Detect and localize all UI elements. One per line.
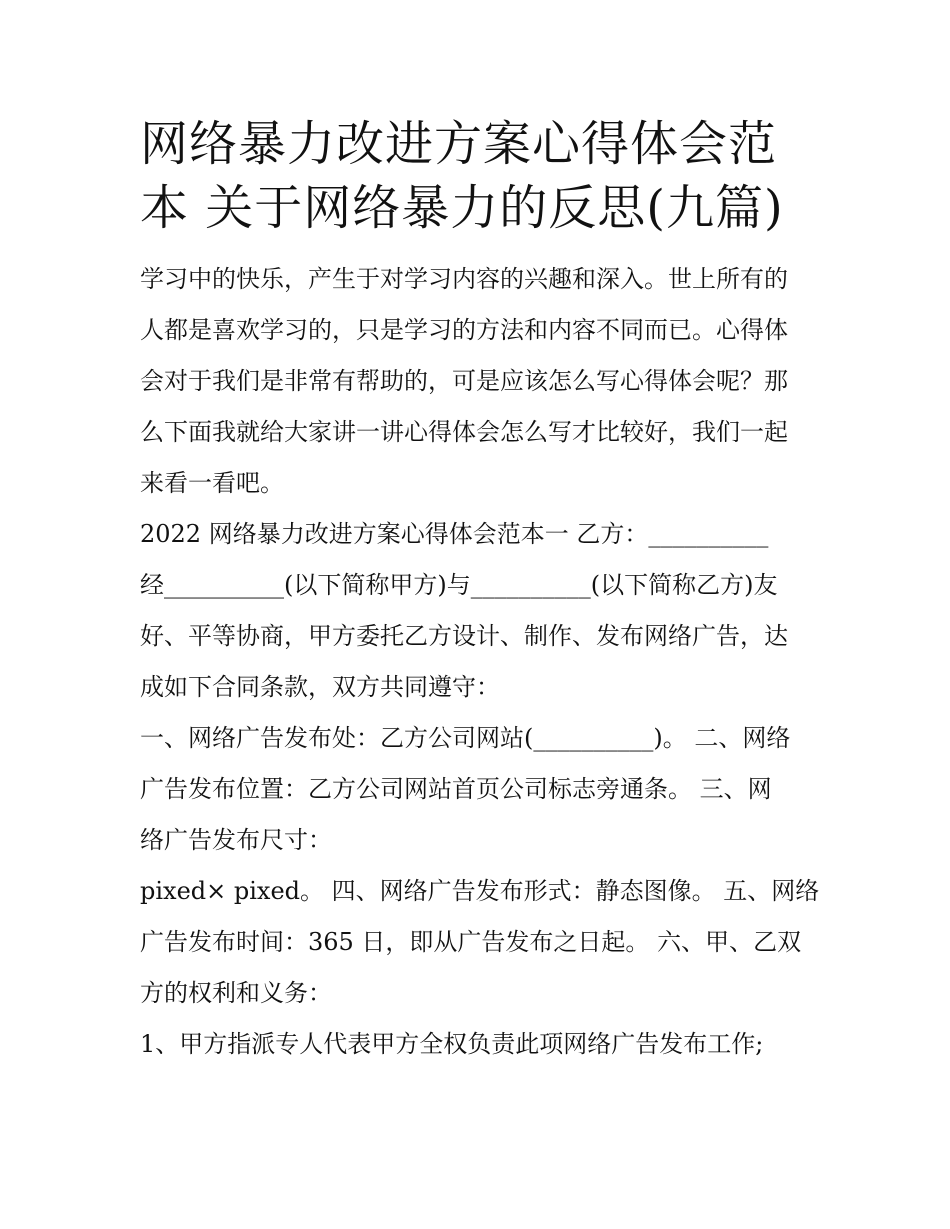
paragraph-clause-item-1 — [140, 1019, 820, 1070]
document-page — [140, 112, 820, 1070]
paragraph-contract-intro — [140, 509, 820, 713]
paragraph-line: 广告发布时间：365 日，即从广告发布之日起。 六、甲、乙双 — [140, 928, 802, 956]
paragraph-line: 络广告发布尺寸： — [140, 826, 332, 854]
paragraph-line: 学习中的快乐，产生于对学习内容的兴趣和深入。世上所有的 — [140, 265, 788, 293]
paragraph-line: 人都是喜欢学习的，只是学习的方法和内容不同而已。心得体 — [140, 316, 788, 344]
paragraph-clauses-2 — [140, 866, 820, 1019]
paragraph-line: 来看一看吧。 — [140, 469, 284, 497]
title-line-1: 网络暴力改进方案心得体会范 — [140, 116, 778, 172]
paragraph-line: 好、平等协商，甲方委托乙方设计、制作、发布网络广告，达 — [140, 622, 788, 650]
paragraph-line: 一、网络广告发布处：乙方公司网站(__________)。 二、网络 — [140, 724, 791, 752]
paragraph-line: 经__________(以下简称甲方)与__________(以下简称乙方)友 — [140, 571, 778, 599]
title-line-2: 本 关于网络暴力的反思(九篇) — [140, 180, 784, 236]
paragraph-line: 方的权利和义务： — [140, 979, 332, 1007]
paragraph-line: pixed× pixed。 四、网络广告发布形式：静态图像。 五、网络 — [140, 877, 820, 905]
paragraph-line: 2022 网络暴力改进方案心得体会范本一 乙方：__________ — [140, 520, 769, 548]
paragraph-line: 会对于我们是非常有帮助的，可是应该怎么写心得体会呢？那 — [140, 367, 788, 395]
paragraph-line: 么下面我就给大家讲一讲心得体会怎么写才比较好，我们一起 — [140, 418, 788, 446]
paragraph-line: 广告发布位置：乙方公司网站首页公司标志旁通条。 三、网 — [140, 775, 772, 803]
document-title — [140, 112, 820, 240]
paragraph-line: 1、甲方指派专人代表甲方全权负责此项网络广告发布工作; — [140, 1030, 764, 1058]
paragraph-clauses-1 — [140, 713, 820, 866]
paragraph-intro — [140, 254, 820, 509]
paragraph-line: 成如下合同条款，双方共同遵守： — [140, 673, 500, 701]
